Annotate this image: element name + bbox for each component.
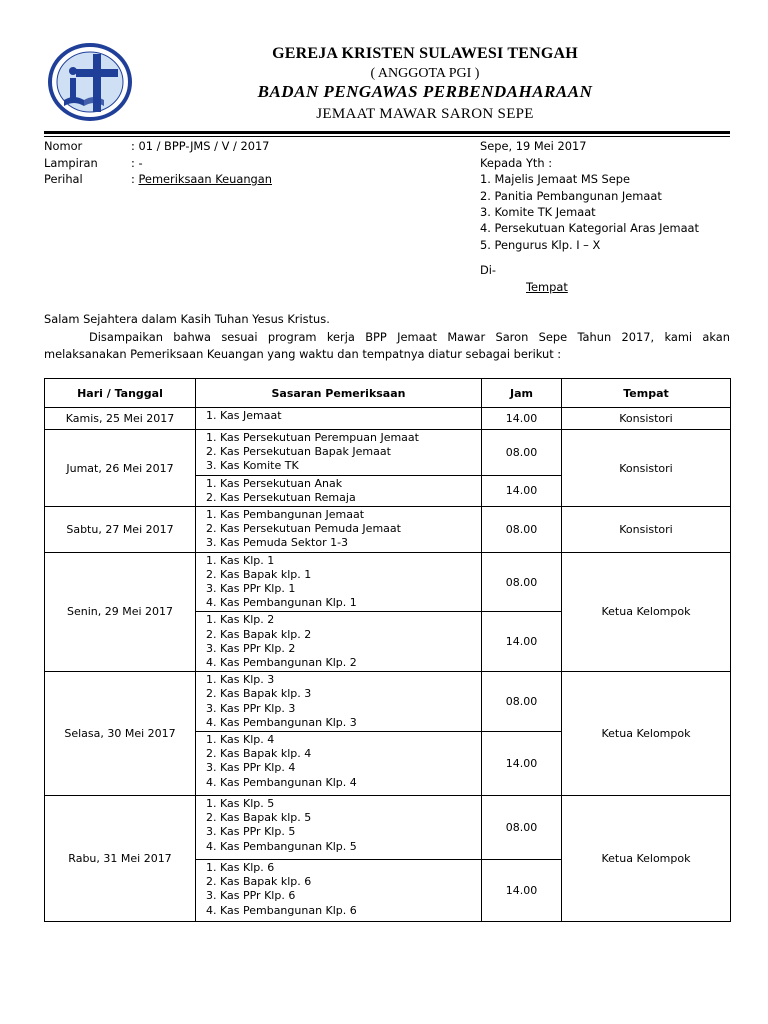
- list-item: 4. Kas Pembangunan Klp. 3: [220, 716, 477, 730]
- time-cell: 14.00: [482, 732, 562, 796]
- list-item: 2. Kas Bapak klp. 6: [220, 875, 477, 889]
- list-item: 2. Kas Bapak klp. 2: [220, 628, 477, 642]
- time-cell: 08.00: [482, 672, 562, 732]
- board-name: BADAN PENGAWAS PERBENDAHARAAN: [257, 82, 593, 101]
- list-item: 2. Kas Bapak klp. 4: [220, 747, 477, 761]
- place-cell: Ketua Kelompok: [562, 552, 731, 672]
- day-cell: Selasa, 30 Mei 2017: [45, 672, 196, 796]
- list-item: 1. Kas Klp. 6: [220, 861, 477, 875]
- greeting: Salam Sejahtera dalam Kasih Tuhan Yesus Kristus.: [44, 312, 330, 326]
- items-list: [204, 613, 477, 670]
- header-rule-thin: [44, 136, 730, 137]
- list-item: 1. Kas Persekutuan Perempuan Jemaat: [220, 431, 477, 445]
- list-item: 4. Kas Pembangunan Klp. 2: [220, 656, 477, 670]
- lampiran-value: : -: [131, 156, 143, 170]
- items-list: [204, 797, 477, 854]
- items-list: [204, 861, 477, 918]
- intro-line-2: melaksanakan Pemeriksaan Keuangan yang waktu dan tempatnya diatur sebagai berikut :: [44, 347, 562, 361]
- recipient-item: 3. Komite TK Jemaat: [480, 205, 596, 219]
- table-row: [45, 507, 731, 553]
- perihal-label: Perihal: [44, 172, 83, 186]
- nomor-label: Nomor: [44, 139, 83, 153]
- table-row: [45, 796, 731, 860]
- list-item: 4. Kas Pembangunan Klp. 1: [220, 596, 477, 610]
- day-cell: Rabu, 31 Mei 2017: [45, 796, 196, 922]
- items-cell: [196, 672, 482, 732]
- place-cell: Konsistori: [562, 430, 731, 507]
- column-header: Sasaran Pemeriksaan: [196, 379, 482, 408]
- perihal-value: Pemeriksaan Keuangan: [138, 172, 272, 186]
- table-row: [45, 552, 731, 612]
- list-item: 1. Kas Pembangunan Jemaat: [220, 508, 477, 522]
- day-cell: Jumat, 26 Mei 2017: [45, 430, 196, 507]
- day-cell: Senin, 29 Mei 2017: [45, 552, 196, 672]
- place-cell: Konsistori: [562, 408, 731, 430]
- list-item: 4. Kas Pembangunan Klp. 5: [220, 840, 477, 854]
- lampiran-label: Lampiran: [44, 156, 98, 170]
- list-item: 1. Kas Klp. 2: [220, 613, 477, 627]
- intro-line-1: Disampaikan bahwa sesuai program kerja BPP Jemaat Mawar Saron Sepe Tahun 2017, kami akan: [89, 330, 730, 344]
- church-logo: [48, 42, 132, 122]
- list-item: 1. Kas Klp. 1: [220, 554, 477, 568]
- items-cell: [196, 796, 482, 860]
- day-cell: Kamis, 25 Mei 2017: [45, 408, 196, 430]
- items-list: [204, 409, 477, 423]
- place-cell: Ketua Kelompok: [562, 672, 731, 796]
- items-list: [204, 673, 477, 730]
- items-cell: [196, 612, 482, 672]
- list-item: 3. Kas PPr Klp. 1: [220, 582, 477, 596]
- list-item: 2. Kas Bapak klp. 5: [220, 811, 477, 825]
- time-cell: 08.00: [482, 507, 562, 553]
- list-item: 3. Kas PPr Klp. 4: [220, 761, 477, 775]
- nomor-value: : 01 / BPP-JMS / V / 2017: [131, 139, 270, 153]
- items-list: [204, 554, 477, 611]
- list-item: 2. Kas Persekutuan Bapak Jemaat: [220, 445, 477, 459]
- org-membership: ( ANGGOTA PGI ): [370, 66, 480, 81]
- list-item: 3. Kas Pemuda Sektor 1-3: [220, 536, 477, 550]
- column-header: Tempat: [562, 379, 731, 408]
- recipient-item: 2. Panitia Pembangunan Jemaat: [480, 189, 662, 203]
- recipient-item: 5. Pengurus Klp. I – X: [480, 238, 601, 252]
- recipient-item: 4. Persekutuan Kategorial Aras Jemaat: [480, 221, 699, 235]
- time-cell: 14.00: [482, 475, 562, 506]
- items-cell: [196, 507, 482, 553]
- perihal-row: [131, 172, 272, 187]
- items-list: [204, 477, 477, 505]
- items-cell: [196, 860, 482, 922]
- column-header: Jam: [482, 379, 562, 408]
- time-cell: 14.00: [482, 612, 562, 672]
- list-item: 1. Kas Klp. 5: [220, 797, 477, 811]
- items-list: [204, 431, 477, 474]
- di-label: Di-: [480, 263, 497, 277]
- table-row: [45, 408, 731, 430]
- tempat-label: Tempat: [526, 280, 568, 294]
- list-item: 2. Kas Persekutuan Remaja: [220, 491, 477, 505]
- time-cell: 08.00: [482, 430, 562, 476]
- items-list: [204, 733, 477, 790]
- place-cell: Ketua Kelompok: [562, 796, 731, 922]
- congregation-name: JEMAAT MAWAR SARON SEPE: [316, 106, 534, 122]
- items-list: [204, 508, 477, 551]
- day-cell: Sabtu, 27 Mei 2017: [45, 507, 196, 553]
- list-item: 3. Kas Komite TK: [220, 459, 477, 473]
- recipient-item: 1. Majelis Jemaat MS Sepe: [480, 172, 631, 186]
- items-cell: [196, 408, 482, 430]
- list-item: 1. Kas Klp. 4: [220, 733, 477, 747]
- list-item: 1. Kas Jemaat: [220, 409, 477, 423]
- items-cell: [196, 475, 482, 506]
- header-rule-thick: [44, 131, 730, 134]
- schedule-table: [44, 378, 731, 922]
- items-cell: [196, 552, 482, 612]
- list-item: 4. Kas Pembangunan Klp. 4: [220, 776, 477, 790]
- letter-date: Sepe, 19 Mei 2017: [480, 139, 587, 153]
- list-item: 1. Kas Persekutuan Anak: [220, 477, 477, 491]
- list-item: 3. Kas PPr Klp. 6: [220, 889, 477, 903]
- list-item: 3. Kas PPr Klp. 3: [220, 702, 477, 716]
- table-row: [45, 430, 731, 476]
- column-header: Hari / Tanggal: [45, 379, 196, 408]
- list-item: 4. Kas Pembangunan Klp. 6: [220, 904, 477, 918]
- list-item: 1. Kas Klp. 3: [220, 673, 477, 687]
- list-item: 2. Kas Bapak klp. 1: [220, 568, 477, 582]
- org-name: GEREJA KRISTEN SULAWESI TENGAH: [272, 45, 578, 62]
- items-cell: [196, 732, 482, 796]
- place-cell: Konsistori: [562, 507, 731, 553]
- list-item: 3. Kas PPr Klp. 5: [220, 825, 477, 839]
- kepada-label: Kepada Yth :: [480, 156, 553, 170]
- table-row: [45, 672, 731, 732]
- list-item: 2. Kas Persekutuan Pemuda Jemaat: [220, 522, 477, 536]
- time-cell: 14.00: [482, 408, 562, 430]
- list-item: 2. Kas Bapak klp. 3: [220, 687, 477, 701]
- perihal-colon: :: [131, 172, 139, 186]
- time-cell: 08.00: [482, 796, 562, 860]
- items-cell: [196, 430, 482, 476]
- time-cell: 14.00: [482, 860, 562, 922]
- time-cell: 08.00: [482, 552, 562, 612]
- table-header-row: [45, 379, 731, 408]
- schedule-body: [45, 408, 731, 922]
- list-item: 3. Kas PPr Klp. 2: [220, 642, 477, 656]
